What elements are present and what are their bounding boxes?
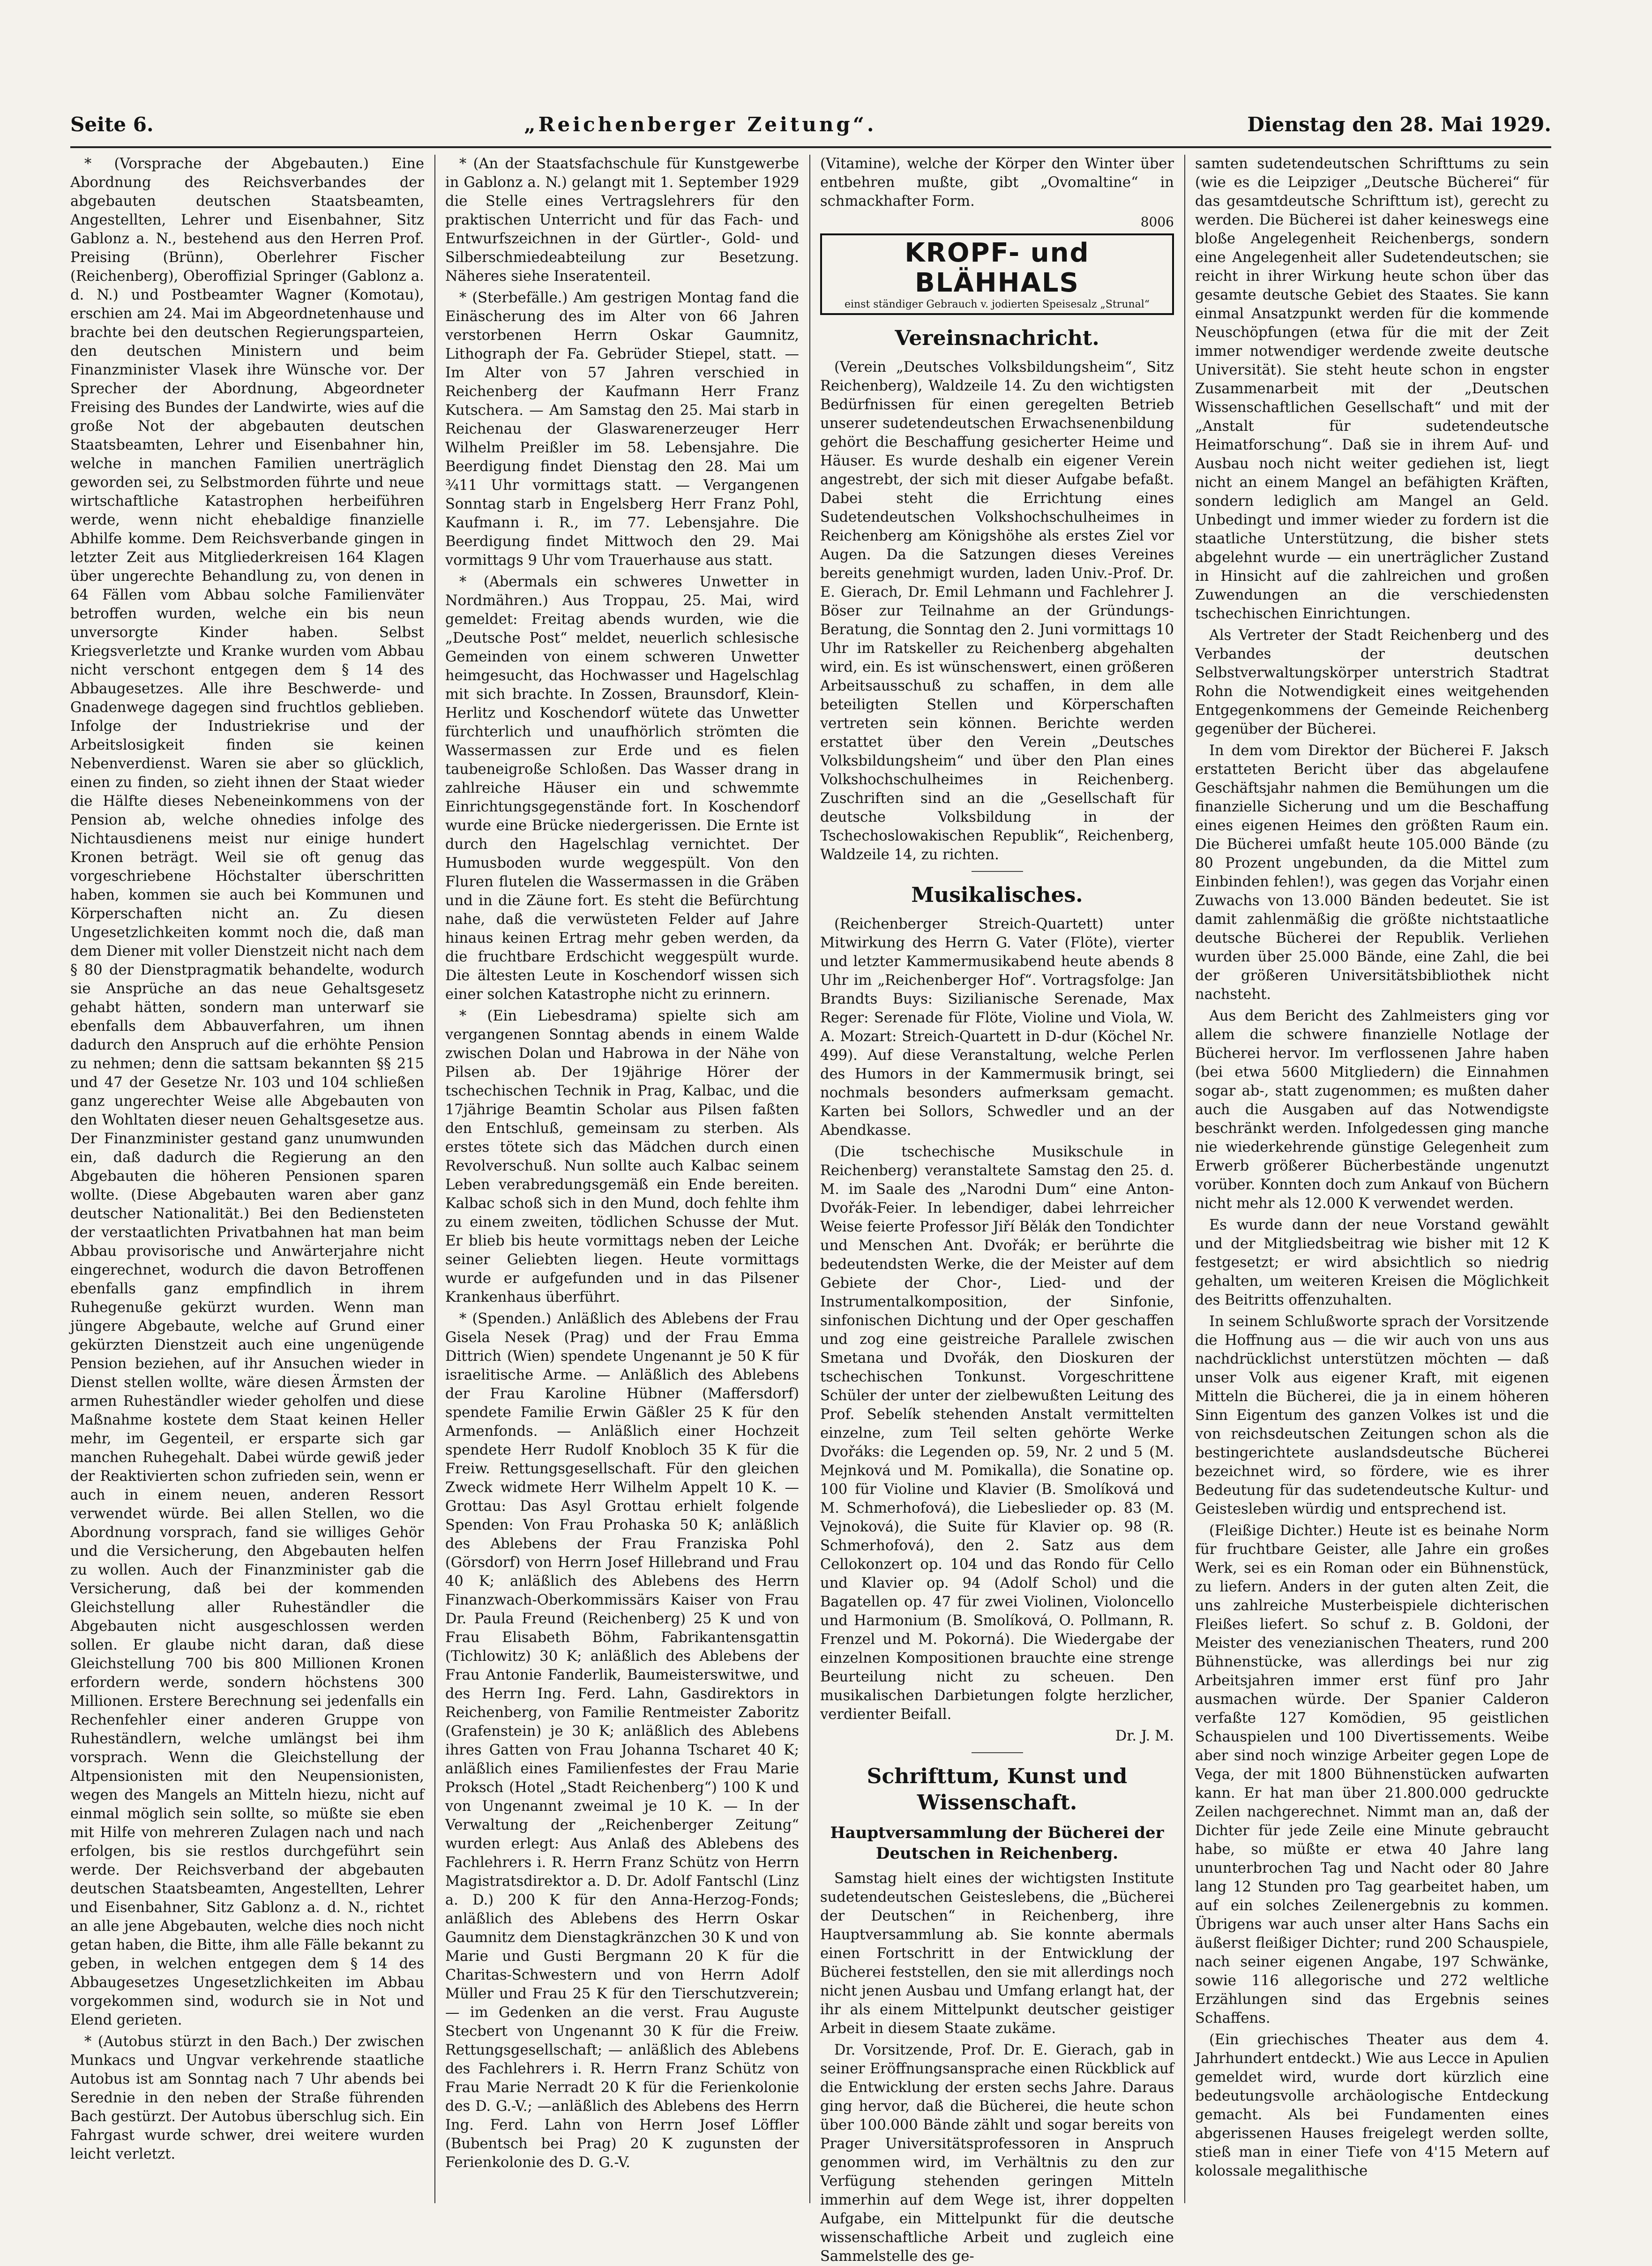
- article-buecherei-vorsitzender: Dr. Vorsitzende, Prof. Dr. E. Gierach, gab in seiner Eröffnungsansprache einen Rückblick auf die Entwicklung der ersten sechs Jahre. Daraus ging hervor, daß die Bücherei, die heute schon über 100.000 Bände zählt und sogar bereits von Prager Universitätsprofessoren in Anspruch genommen wird, im Verhältnis zu den zur Verfügung stehenden geringen Mitteln immerhin auf dem Wege ist, ihrer doppelten Aufgabe, ein Mittelpunkt für die deutsche wissenschaftliche Arbeit und zugleich eine Sammelstelle des ge-: [820, 2042, 1174, 2265]
- article-abgebaute: * (Vorsprache der Abgebauten.) Eine Abordnung des Reichsverbandes der abgebauten deutschen Staatsbeamten, Angestellten, Lehrer und Eisenbahner, Sitz Gablonz a. N., bestehend aus den Herren Prof. Preising (Brünn), Oberlehrer Fischer (Reichenberg), Oberoffizial Springer (Gablonz a. d. N.) und Postbeamter Wagner (Komotau), erschien am 24. Mai im Abgeordnetenhause und brachte bei den deutschen Regierungsparteien, den deutschen Ministern und beim Finanzminister Vlasek ihre Wünsche vor. Der Sprecher der Abordnung, Abgeordneter Freising des Bundes der Landwirte, wies auf die große Not der abgebauten deutschen Staatsbeamten, Lehrer und Eisenbahner hin, welche in manchen Familien unerträglich geworden sei, zu Selbstmorden führte und neue wirtschaftliche Katastrophen herbeiführen werde, wenn nicht ehebaldige finanzielle Abhilfe komme. Dem Reichsverbande gingen in letzter Zeit aus Mitgliederkreisen 164 Klagen über ungerechte Behandlung zu, von denen in 64 Fällen vom Abbau solche Familienväter betroffen wurden, welche ein bis neun unversorgte Kinder haben. Selbst Kriegsverletzte und Kranke wurden vom Abbau nicht verschont entgegen dem § 14 des Abbaugesetzes. Alle ihre Beschwerde- und Gnadenwege dagegen sind fruchtlos geblieben. Infolge der Industriekrise und der Arbeitslosigkeit finden sie keinen Nebenverdienst. Waren sie aber so glücklich, einen zu finden, so zieht ihnen der Staat wieder die Hälfte dieses Nebeneinkommens von der Pension ab, welche ohnedies infolge des Nichtausdienens meist nur einige hundert Kronen beträgt. Weil sie oft genug das vorgeschriebene Höchstalter überschritten haben, kommen sie auch bei Kommunen und Körperschaften nicht an. Zu diesen Ungesetzlichkeiten kommt noch die, daß man dem Diener mit voller Dienstzeit nicht nach dem § 80 der Dienstpragmatik behandelte, wodurch sie Ansprüche an das neue Gehaltsgesetz gehabt hätten, sondern man unterwarf sie ebenfalls dem Abbauverfahren, um ihnen dadurch den Anspruch auf die erhöhte Pension zu nehmen; denn die sattsam bekannten §§ 215 und 47 der Gesetze Nr. 103 und 104 schließen ganz ungerechter Weise alle Abgebauten von den Wohltaten dieser neuen Gehaltsgesetze aus. Der Finanzminister gestand ganz unumwunden ein, daß dadurch die Regierung an den Abgebauten die höheren Pensionen sparen wollte. (Diese Abgebauten waren aber ganz deutscher Nationalität.) Bei den Bediensteten der verstaatlichten Privatbahnen hat man beim Abbau provisorische und Anwärterjahre nicht eingerechnet, wodurch die davon Betroffenen ebenfalls ganz empfindlich in ihrem Ruhegenuße gekürzt wurden. Wenn man jüngere Abgebaute, welche auf Grund einer gekürzten Dienstzeit auch eine ungenügende Pension beziehen, auf ihr Ansuchen wieder in Dienst stellen wollte, wäre diesen Ärmsten der armen Ruheständler wieder geholfen und diese Maßnahme kostete dem Staat keinen Heller mehr, im Gegenteil, er ersparte sich gar manchen Ruhegehalt. Dabei würde gewiß jeder der Reaktivierten schon zufrieden sein, wenn er auch in einem neuen, anderen Ressort verwendet würde. Bei allen Stellen, wo die Abordnung vorsprach, fand sie williges Gehör und die Versicherung, den Abgebauten helfen zu wollen. Auch der Finanzminister gab die Versicherung, daß bei der kommenden Gleichstellung aller Ruheständler die Abgebauten nicht ausgeschlossen werden sollen. Er glaube nicht daran, daß diese Gleichstellung 700 bis 800 Millionen Kronen erfordern werde, sondern höchstens 300 Millionen. Erstere Berechnung sei jedenfalls ein Rechenfehler einer anderen Gruppe von Ruheständlern, welche umlängst bei ihm vorsprach. Wenn die Gleichstellung der Altpensionisten mit den Neupensionisten, wegen des Mangels an Mitteln hiezu, nicht auf einmal möglich sein sollte, so müßte sie eben mit Hilfe von mehreren Zulagen nach und nach erfolgen, bis sie restlos durchgeführt sein werde. Der Reichsverband der abgebauten deutschen Staatsbeamten, Angestellten, Lehrer und Eisenbahner, Sitz Gablonz a. d. N., richtet an alle jene Abgebauten, welche dies noch nicht getan haben, die Bitte, ihm alle Fälle bekannt zu geben, in welchen entgegen dem § 14 des Abbaugesetzes Ungesetzlichkeiten im Abbau vorgekommen sind, wodurch sie in Not und Elend gerieten.: [70, 156, 424, 2028]
- article-buecherei-bericht: In dem vom Direktor der Bücherei F. Jaksch erstatteten Bericht über das abgelaufene Geschäftsjahr nahmen die Bemühungen um die finanzielle Sicherung und um die Beschaffung eines eigenen Heimes den größten Raum ein. Die Bücherei umfaßt heute 105.000 Bände (zu 80 Prozent ungebunden, da die Mittel zum Einbinden fehlen!), was gegen das Vorjahr einen Zuwachs von 13.000 Bänden bedeutet. Sie ist damit zahlenmäßig die größte nichtstaatliche deutsche Bücherei der Republik. Verliehen wurden über 25.000 Bände, eine Zahl, die bei der größeren Universitätsbibliothek nicht nachsteht.: [1195, 743, 1549, 1003]
- column-1: [70, 155, 424, 2203]
- separator: [972, 1752, 1023, 1753]
- article-buecherei-stadtrat: Als Vertreter der Stadt Reichenberg und des Verbandes der deutschen Selbstverwaltungskörper unterstrich Stadtrat Rohn die Notwendigkeit eines weitgehenden Entgegenkommens der Gemeinde Reichenberg gegenüber der Bücherei.: [1195, 627, 1549, 737]
- ad-subline: einst ständiger Gebrauch v. jodierten Speisesalz „Strunal“: [844, 299, 1150, 310]
- page-number: Seite 6.: [70, 113, 154, 136]
- article-sterbefaelle: * (Sterbefälle.) Am gestrigen Montag fand die Einäscherung des im Alter von 66 Jahren verstorbenen Herrn Oskar Gaumnitz, Lithograph der Fa. Gebrüder Stiepel, statt. — Im Alter von 57 Jahren verschied in Reichenberg der Kaufmann Herr Franz Kutschera. — Am Samstag den 25. Mai starb in Reichenau der Glaswarenerzeuger Herr Wilhelm Preißler im 58. Lebensjahre. Die Beerdigung findet Dienstag den 28. Mai um ¾11 Uhr vormittags statt. — Vergangenen Sonntag starb in Engelsberg Herr Franz Pohl, Kaufmann i. R., im 77. Lebensjahre. Die Beerdigung findet Mittwoch den 29. Mai vormittags 9 Uhr vom Trauerhause aus statt.: [445, 290, 799, 569]
- column-rule: [434, 155, 435, 2203]
- newspaper-page: [70, 108, 1551, 2265]
- article-liebesdrama: * (Ein Liebesdrama) spielte sich am vergangenen Sonntag abends in einem Walde zwischen Dolan und Habrowa in der Nähe von Pilsen ab. Der 19jährige Hörer der tschechischen Technik in Prag, Kalbac, und die 17jährige Beamtin Scholar aus Pilsen faßten den Entschluß, gemeinsam zu sterben. Als erstes tötete sich das Mädchen durch einen Revolverschuß. Nun sollte auch Kalbac seinem Leben verabredungsgemäß ein Ende bereiten. Kalbac schoß sich in den Mund, doch fehlte ihm zu einem zweiten, tödlichen Schusse der Mut. Er blieb bis heute vormittags neben der Leiche seiner Geliebten liegen. Heute vormittags wurde er aufgefunden und in das Pilsener Krankenhaus überführt.: [445, 1008, 799, 1306]
- author-signature: Dr. J. M.: [1115, 1728, 1174, 1744]
- page-header: [70, 108, 1551, 141]
- article-unwetter: * (Abermals ein schweres Unwetter in Nordmähren.) Aus Troppau, 25. Mai, wird gemeldet: Freitag abends wurden, wie die „Deutsche Post“ meldet, neuerlich schlesische Gemeinden von einem schweren Unwetter heimgesucht, das Hochwasser und Hagelschlag mit sich brachte. In Zossen, Braunsdorf, Klein-Herlitz und Koschendorf wütete das Unwetter fürchterlich und unaufhörlich strömten die Wassermassen zur Erde und es fielen taubeneigroße Schloßen. Das Wasser drang in zahlreiche Häuser ein und schwemmte Einrichtungsgegenstände fort. In Koschendorf wurde eine Brücke niedergerissen. Die Ernte ist durch den Hagelschlag vernichtet. Der Humusboden wurde weggespült. Von den Fluren flutelen die Wassermassen in die Gräben und in die Zäune fort. Es steht die Befürchtung nahe, daß die verwüsteten Felder auf Jahre hinaus keinen Ertrag mehr geben werden, da die fruchtbare Erdschicht weggespült wurde. Die ältesten Leute in Koschendorf wissen sich einer solchen Katastrophe nicht zu erinnern.: [445, 574, 799, 1003]
- article-subtitle-buecherei: Hauptversammlung der Bücherei der Deutschen in Reichenberg.: [830, 1823, 1164, 1863]
- article-dvorak-feier: (Die tschechische Musikschule in Reichenberg) veranstaltete Samstag den 25. d. M. im Saale des „Narodni Dum“ eine Anton-Dvořák-Feier. In lebendiger, dabei lehrreicher Weise feierte Professor Jiří Bělák den Tondichter und Menschen Ant. Dvořák; er berührte die bedeutendsten Werke, die der Meister auf dem Gebiete der Chor-, Lied- und der Instrumentalkomposition, der Sinfonie, sinfonischen Dichtung und der Oper geschaffen und zog eine geistreiche Parallele zwischen Smetana und Dvořák, den Dioskuren der tschechischen Tonkunst. Vorgeschrittene Schüler der unter der zielbewußten Leitung des Prof. Sebelík stehenden Anstalt vermittelten einzelne, zum Teil selten gehörte Werke Dvořáks: die Legenden op. 59, Nr. 2 und 5 (M. Mejnková und M. Pomikalla), die Sonatine op. 100 für Violine und Klavier (B. Smolíková und M. Schmerhofová), die Liebeslieder op. 83 (M. Vejnoková), die Suite für Klavier op. 98 (R. Schmerhofová), den 2. Satz aus dem Cellokonzert op. 104 und das Rondo für Cello und Klavier op. 94 (Adolf Schol) und die Bagatellen op. 47 für zwei Violinen, Violoncello und Harmonium (B. Smolíková, O. Pollmann, R. Frenzel und M. Pokorná). Die Wiedergabe der einzelnen Kompositionen brauchte eine strenge Beurteilung nicht zu scheuen. Den musikalischen Darbietungen folgte herzlicher, verdienter Beifall.: [820, 1144, 1174, 1723]
- ad-headline: KROPF- und BLÄHHALS: [904, 238, 1090, 298]
- column-4: [1195, 155, 1549, 2203]
- column-rule: [1184, 155, 1185, 2203]
- separator: [972, 871, 1023, 872]
- section-title-vereinsnachricht: Vereinsnachricht.: [895, 326, 1099, 350]
- article-buecherei-schlusswort: In seinem Schlußworte sprach der Vorsitzende die Hoffnung aus — die wir auch von uns aus nachdrücklichst unterstützen möchten — daß unser Volk aus eigener Kraft, mit eigenen Mitteln die Bücherei, die ja in einem höheren Sinn Eigentum des ganzen Volkes ist und die von reichsdeutschen Zeitungen schon als die bestingerichtete auslandsdeutsche Bücherei bezeichnet wird, so fördere, wie es ihrer Bedeutung für das sudetendeutsche Kultur- und Geistesleben würdig und entsprechend ist.: [1195, 1313, 1549, 1517]
- column-rule: [809, 155, 810, 2203]
- advertisement-box: [820, 233, 1174, 315]
- article-buecherei-zahlmeister: Aus dem Bericht des Zahlmeisters ging vor allem die schwere finanzielle Notlage der Bücherei hervor. Im verflossenen Jahre haben (bei etwa 5600 Mitgliedern) die Einnahmen sogar ab-, statt zugenommen; es mußten daher auch die Ausgaben auf das Notwendigste beschränkt werden. Infolgedessen ging manche nie wiederkehrende günstige Gelegenheit zum Erwerb größerer Bücherbestände ungenutzt vorüber. Konnten doch zum Ankauf von Büchern nicht mehr als 12.000 K verwendet werden.: [1195, 1008, 1549, 1212]
- article-buecherei-vorstand: Es wurde dann der neue Vorstand gewählt und der Mitgliedsbeitrag wie bisher mit 12 K festgesetzt; er wird absichtlich so niedrig gehalten, um weiteren Kreisen die Möglichkeit des Beitritts offenzuhalten.: [1195, 1217, 1549, 1308]
- section-title-schrifttum: Schrifttum, Kunst und Wissenschaft.: [867, 1764, 1128, 1815]
- issue-date: Dienstag den 28. Mai 1929.: [1247, 113, 1551, 136]
- article-buecherei-intro: Samstag hielt eines der wichtigsten Institute sudetendeutschen Geisteslebens, die „Bücherei der Deutschen“ in Reichenberg, ihre Hauptversammlung ab. Sie konnte abermals einen Fortschritt in der Entwicklung der Bücherei feststellen, den sie mit allerdings noch nicht jenen Ausbau und Umfang erlangt hat, der ihr als einem Mittelpunkt deutscher geistiger Arbeit in diesem Staate zukäme.: [820, 1870, 1174, 2037]
- column-2: [445, 155, 799, 2203]
- article-staatsfachschule: * (An der Staatsfachschule für Kunstgewerbe in Gablonz a. N.) gelangt mit 1. September 1929 die Stelle eines Vertragslehrers für den praktischen Unterricht und für das Fach- und Entwurfszeichnen in der Gürtler-, Gold- und Silberschmiedeabteilung zur Besetzung. Näheres siehe Inseratenteil.: [445, 156, 799, 285]
- article-griechisches-theater: (Ein griechisches Theater aus dem 4. Jahrhundert entdeckt.) Wie aus Lecce in Apulien gemeldet wird, wurde dort kürzlich eine bedeutungsvolle archäologische Entdeckung gemacht. Als bei Fundamenten eines abgerissenen Hauses freigelegt werden sollte, stieß man in einer Tiefe von 4'15 Metern auf kolossale megalithische: [1195, 2032, 1549, 2179]
- ad-number: 8006: [1140, 214, 1174, 230]
- newspaper-title: „Reichenberger Zeitung“.: [524, 113, 877, 136]
- article-fleissige-dichter: (Fleißige Dichter.) Heute ist es beinahe Norm für fruchtbare Geister, alle Jahre ein großes Werk, sei es ein Roman oder ein Bühnenstück, zu liefern. Anders in der guten alten Zeit, die uns zahlreiche Musterbeispiele dichterischen Fleißes liefert. So schuf z. B. Goldoni, der Meister des venezianischen Theaters, rund 200 Bühnenstücke, was allerdings bei nur zig Arbeitsjahren immer erst fünf pro Jahr ausmachen würde. Der Spanier Calderon verfaßte 127 Komödien, 95 geistlichen Schauspielen und 100 Divertissements. Weibe aber sind noch winzige Arbeiter gegen Lope de Vega, der mit 1800 Bühnenstücken aufwarten kann. Er hat man über 21.800.000 gedruckte Zeilen nachgerechnet. Nimmt man an, daß der Dichter für jede Zeile eine Minute gebraucht habe, so müßte er etwa 40 Jahre lang ununterbrochen Tag und Nacht oder 80 Jahre lang 12 Stunden pro Tag gearbeitet haben, um auf ein solches Zeilenergebnis zu kommen. Übrigens war auch unser alter Hans Sachs ein äußerst fleißiger Dichter; rund 200 Schauspiele, nach seiner eigenen Angabe, 197 Schwänke, sowie 116 allegorische und 272 weltliche Erzählungen sind das Ergebnis seines Schaffens.: [1195, 1523, 1549, 2026]
- article-volksbildungsheim: (Verein „Deutsches Volksbildungsheim“, Sitz Reichenberg), Waldzeile 14. Zu den wichtigsten Bedürfnissen für einen geregelten Betrieb unserer sudetendeutschen Erwachsenenbildung gehört die Beschaffung gesicherter Heime und Häuser. Es wurde deshalb ein eigener Verein angestrebt, der sich mit dieser Aufgabe befaßt. Dabei steht die Errichtung eines Sudetendeutschen Volkshochschulheimes in Reichenberg am Königshöhe als erstes Ziel vor Augen. Da die Satzungen dieses Vereines bereits genehmigt wurden, laden Univ.-Prof. Dr. E. Gierach, Dr. Emil Lehmann und Fachlehrer J. Böser zur Teilnahme an der Gründungs-Beratung, die Sonntag den 2. Juni vormittags 10 Uhr im Ratskeller zu Reichenberg abgehalten wird, ein. Es ist wünschenswert, einen größeren Arbeitsausschuß zu schaffen, in dem alle beteiligten Stellen und Körperschaften vertreten sein können. Berichte werden erstattet über den Verein „Deutsches Volksbildungsheim“ und über den Plan eines Volkshochschulheimes in Reichenberg. Zuschriften sind an die „Gesellschaft für deutsche Volksbildung in der Tschechoslowakischen Republik“, Reichenberg, Waldzeile 14, zu richten.: [820, 359, 1174, 863]
- article-autobus: * (Autobus stürzt in den Bach.) Der zwischen Munkacs und Ungvar verkehrende staatliche Autobus ist am Sonntag nach 7 Uhr abends bei Serednie in den neben der Straße führenden Bach gestürzt. Der Autobus überschlug sich. Ein Fahrgast wurde schwer, drei weitere wurden leicht verletzt.: [70, 2033, 424, 2162]
- header-rule: [70, 146, 1551, 148]
- column-3: [820, 155, 1174, 2265]
- article-streichquartett: (Reichenberger Streich-Quartett) unter Mitwirkung des Herrn G. Vater (Flöte), vierter und letzter Kammermusikabend heute abends 8 Uhr im „Reichenberger Hof“. Vortragsfolge: Jan Brandts Buys: Sizilianische Serenade, Max Reger: Serenade für Flöte, Violine und Viola, W. A. Mozart: Streich-Quartett in D-dur (Köchel Nr. 499). Auf diese Veranstaltung, welche Perlen des Humors in der Kammermusik bringt, sei nochmals besonders aufmerksam gemacht. Karten bei Sollors, Schwedler und an der Abendkasse.: [820, 916, 1174, 1139]
- article-buecherei-cont: samten sudetendeutschen Schrifttums zu sein (wie es die Leipziger „Deutsche Bücherei“ für das gesamtdeutsche Schrifttum ist), gerecht zu werden. Die Bücherei ist daher keineswegs eine bloße Angelegenheit Reichenbergs, sondern eine Angelegenheit aller Sudetendeutschen; sie reicht in ihrer Wirkung heute schon über das gesamte deutsche Gebiet des Staates. Sie kann einmal Ansatzpunkt werden für die kommende Neuschöpfungen (etwa für die mit der Zeit immer notwendiger werdende zweite deutsche Universität). Sie steht heute schon in engster Zusammenarbeit mit der „Deutschen Wissenschaftlichen Gesellschaft“ und mit der „Anstalt für sudetendeutsche Heimatforschung“. Daß sie in ihrem Auf- und Ausbau noch nicht weiter gediehen ist, liegt nicht an einem Mangel an befähigten Kräften, sondern lediglich am Mangel an Geld. Unbedingt und immer wieder zu fordern ist die staatliche Unterstützung, die bisher stets abgelehnt wurde — ein unerträglicher Zustand in Hinsicht auf die zahlreichen und großen Zuwendungen an die verschiedensten tschechischen Einrichtungen.: [1195, 156, 1549, 622]
- section-title-musikalisches: Musikalisches.: [911, 883, 1083, 907]
- article-spenden: * (Spenden.) Anläßlich des Ablebens der Frau Gisela Nesek (Prag) und der Frau Emma Dittrich (Wien) spendete Ungenannt je 50 K für israelitische Arme. — Anläßlich des Ablebens der Frau Karoline Hübner (Maffersdorf) spendete Familie Erwin Gäßler 25 K für den Armenfonds. — Anläßlich einer Hochzeit spendete Herr Rudolf Knobloch 35 K für die Freiw. Rettungsgesellschaft. Für den gleichen Zweck widmete Herr Wilhelm Appelt 10 K. — Grottau: Das Asyl Grottau erhielt folgende Spenden: Von Frau Prohaska 50 K; anläßlich des Ablebens der Frau Franziska Pohl (Görsdorf) von Herrn Josef Hillebrand und Frau 40 K; anläßlich des Ablebens des Herrn Finanzwach-Oberkommissärs Kaiser von Frau Dr. Paula Freund (Reichenberg) 25 K und von Frau Elisabeth Böhm, Fabrikantensgattin (Tichlowitz) 30 K; anläßlich des Ablebens der Frau Antonie Fanderlik, Baumeisterswitwe, und des Herrn Ing. Ferd. Lahn, Gasdirektors in Reichenberg, von Familie Rentmeister Zaboritz (Grafenstein) je 30 K; anläßlich des Ablebens ihres Gatten von Frau Johanna Tscharet 40 K; anläßlich eines Familienfestes der Frau Marie Proksch (Hotel „Stadt Reichenberg“) 100 K und von Ungenannt zweimal je 10 K. — In der Verwaltung der „Reichenberger Zeitung“ wurden erlegt: Aus Anlaß des Ablebens des Fachlehrers i. R. Herrn Franz Schütz von Herrn Magistratsdirektor a. D. Dr. Adolf Fantschl (Linz a. D.) 200 K für den Anna-Herzog-Fonds; anläßlich des Ablebens des Herrn Oskar Gaumnitz dem Dienstagkränzchen 30 K und von Marie und Gusti Bergmann 20 K für die Charitas-Schwestern und von Herrn Adolf Müller und Frau 25 K für den Tierschutzverein; — im Gedenken an die verst. Frau Auguste Stecbert von Ungenannt 30 K für die Freiw. Rettungsgesellschaft; — anläßlich des Ablebens des Fachlehrers i. R. Herrn Franz Schütz von Frau Marie Nerradt 20 K für die Ferienkolonie des D. G.-V.; —anläßlich des Ablebens des Herrn Ing. Ferd. Lahn von Herrn Josef Löffler (Bubentsch bei Prag) 20 K zugunsten der Ferienkolonie des D. G.-V.: [445, 1311, 799, 2171]
- article-ovomaltine: (Vitamine), welche der Körper den Winter über entbehren mußte, gibt „Ovomaltine“ in schmackhafter Form.: [820, 156, 1174, 210]
